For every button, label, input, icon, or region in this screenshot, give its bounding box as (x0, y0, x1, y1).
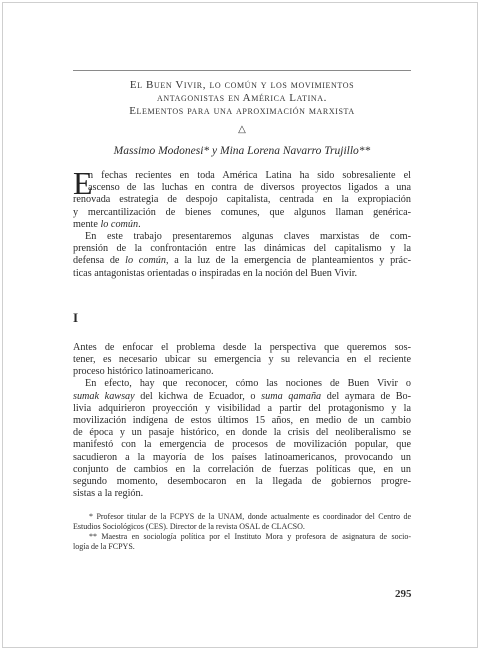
text-run: del kichwa de Ecuador, o (134, 390, 262, 402)
text-run: . (138, 218, 141, 230)
body-line: sacudieron a la mayoría de los países latinoamericanos, provocando un (73, 451, 411, 463)
title-line-1: El Buen Vivir, lo común y los movimientos (129, 79, 355, 91)
intro-line (73, 219, 411, 231)
body-line: de época y un pasaje histórico, en donde la crisis del neoliberalismo se (73, 427, 411, 439)
body-line: Antes de enfocar el problema desde la perspectiva que queremos sos- (73, 341, 411, 353)
section-heading: I (73, 309, 79, 325)
drop-cap: E (73, 165, 93, 201)
intro-line: n fechas recientes en toda América Latina ha sido sobresaliente el (88, 170, 411, 181)
body-line (73, 391, 411, 403)
body-line: manifestó con la emergencia de procesos de movilización popular, que (73, 439, 411, 451)
top-rule (73, 70, 411, 71)
body-line: conjunto de cambios en la correlación de fuerzas políticas que, en un (73, 463, 411, 475)
footnote-line: Estudios Sociológicos (CES). Director de la revista OSAL de CLACSO. (73, 522, 305, 532)
footnote-line: logía de la FCPYS. (73, 542, 135, 552)
text-run: del aymara de Bo- (321, 390, 412, 402)
body-line: segundo momento, desembocaron en la llegada de gobiernos progre- (73, 476, 411, 488)
page-number: 295 (395, 588, 412, 600)
intro-line: y mercantilización de bienes comunes, que algunos llaman genérica- (73, 206, 411, 218)
text-run: mente (73, 218, 101, 230)
text-run: , a la luz de la emergencia de planteamientos y prác- (165, 255, 411, 267)
footnote-line: ** Maestra en sociología política por el Instituto Mora y profesora de asignatura de socio- (89, 532, 411, 542)
document-page (73, 70, 411, 552)
body-line: tener, es necesario ubicar su emergencia y su relevancia en el reciente (73, 354, 411, 366)
italic-term: suma qamaña (261, 390, 322, 402)
intro-line: ticas antagonistas orientadas o inspiradas en la noción del Buen Vivir. (73, 267, 358, 279)
intro-line: renovada estrategia de despojo capitalista, centrada en la expropiación (73, 194, 411, 206)
body-line: proceso histórico latinoamericano. (73, 366, 214, 378)
triangle-ornament-icon: △ (238, 124, 246, 135)
intro-line (73, 255, 411, 267)
intro-line: prensión de la confrontación entre las dinámicas del capitalismo y la (73, 243, 411, 255)
article-title (73, 79, 411, 118)
body-line: livia adquirieron proyección y visibilidad a partir del protagonismo y la (73, 402, 411, 414)
intro-line: En este trabajo presentaremos algunas claves marxistas de com- (85, 231, 411, 243)
italic-term: lo común (125, 255, 166, 267)
intro-section (73, 165, 411, 280)
body-line: sistas a la región. (73, 488, 144, 500)
footnotes (73, 512, 411, 552)
italic-term: sumak kawsay (73, 390, 135, 402)
body-line: movilización indígena de estos últimos 15 años, en medio de un cambio (73, 415, 411, 427)
footnote-line: * Profesor titular de la FCPYS de la UNAM, donde actualmente es coordinador del Centro de (89, 512, 411, 522)
authors-line: Massimo Modonesi* y Mina Lorena Navarro Trujillo** (113, 145, 371, 157)
intro-line: ascenso de las luchas en contra de diversos proyectos ligados a una (88, 182, 411, 194)
section-body (73, 342, 411, 501)
title-line-3: Elementos para una aproximación marxista (129, 105, 355, 117)
text-run: defensa de (73, 255, 126, 267)
body-line: En efecto, hay que reconocer, cómo las nociones de Buen Vivir o (85, 378, 411, 390)
italic-term: lo común (100, 218, 139, 230)
title-line-2: antagonistas en América Latina. (157, 92, 327, 104)
